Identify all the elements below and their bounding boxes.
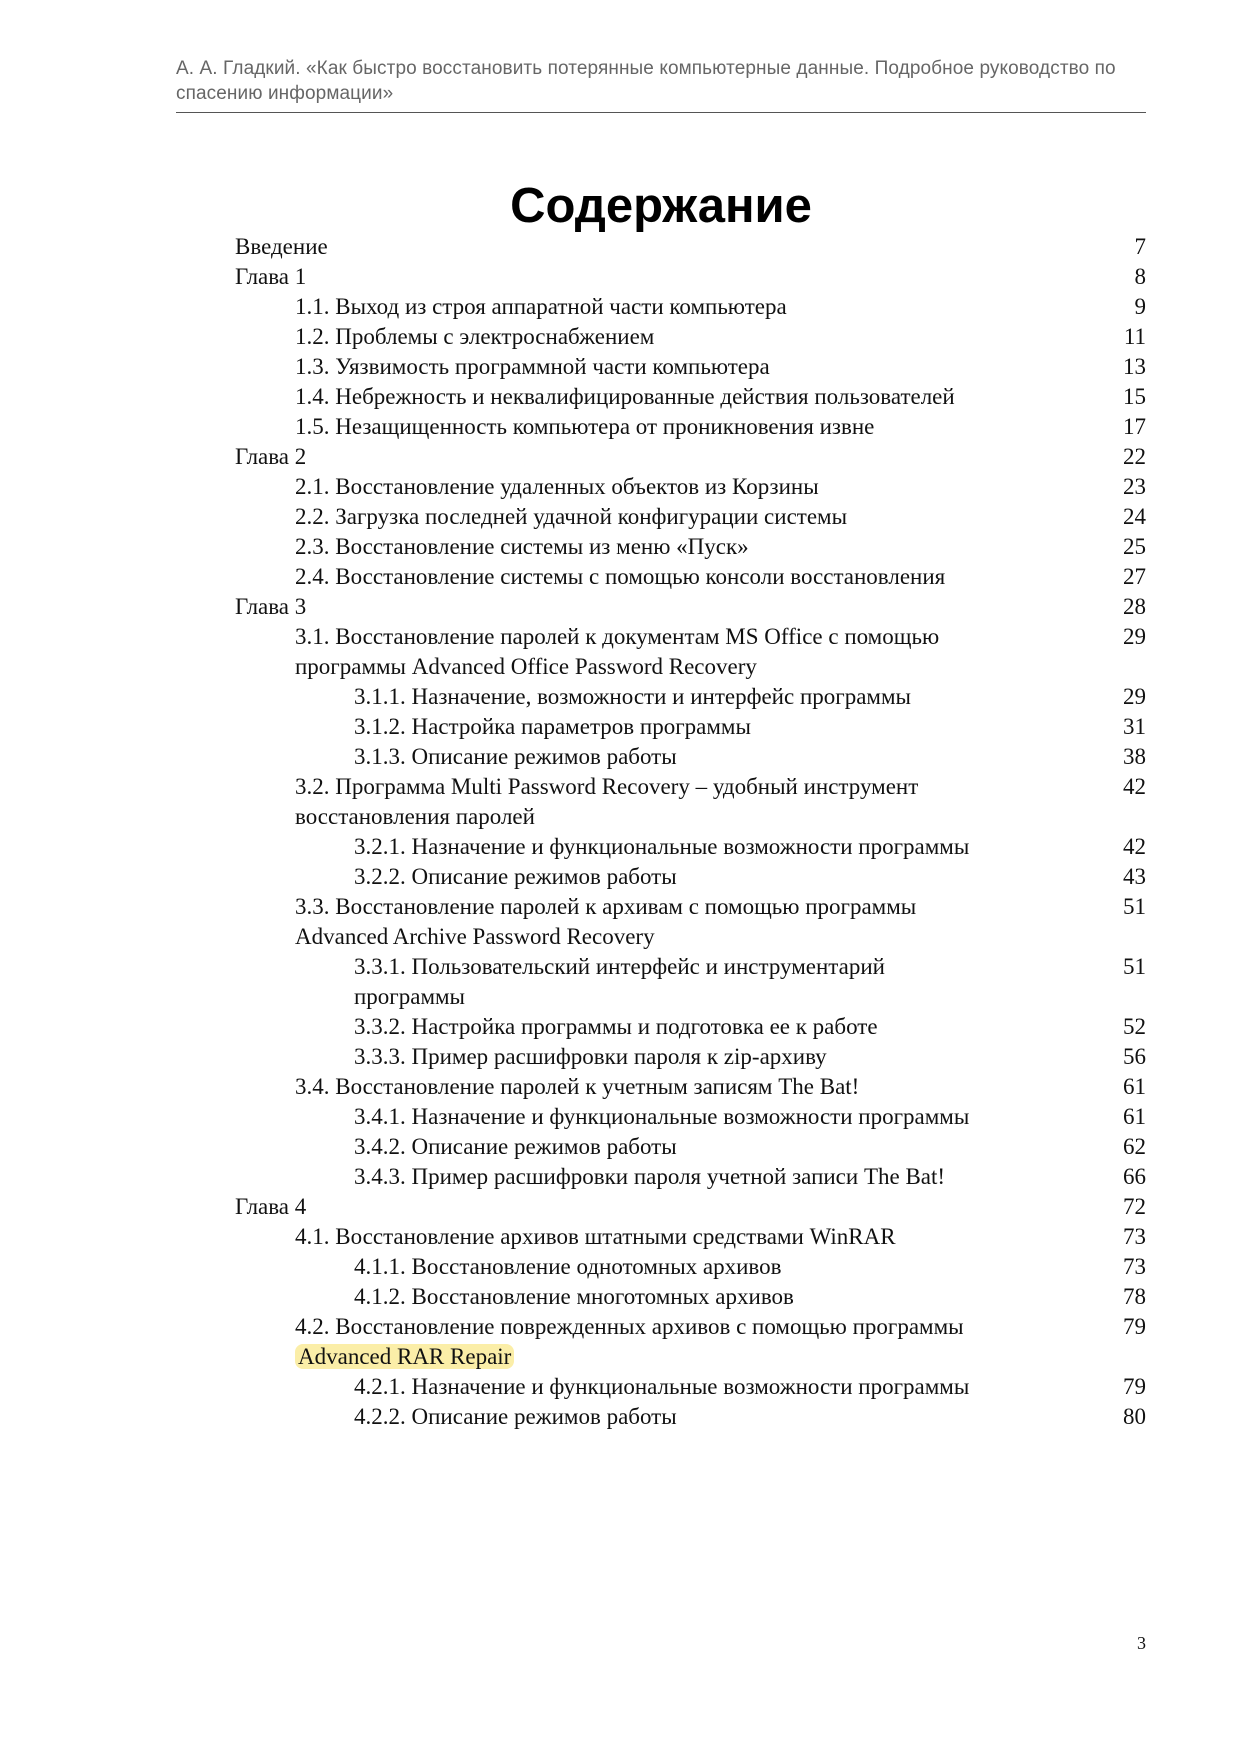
toc-entry[interactable] xyxy=(235,1252,1146,1282)
toc-entry-text: 3.1.3. Описание режимов работы xyxy=(354,744,677,769)
toc-entry-text: 4.1.1. Восстановление однотомных архивов xyxy=(354,1254,782,1279)
toc-entry[interactable] xyxy=(235,412,1146,442)
toc-entry-page: 25 xyxy=(1123,534,1146,559)
toc-entry-text: 3.3. Восстановление паролей к архивам с помощью программы Advanced Archive Password Recovery xyxy=(295,894,917,949)
toc-entry-text: 3.1.2. Настройка параметров программы xyxy=(354,714,751,739)
toc-entry-page: 24 xyxy=(1123,504,1146,529)
toc-entry-page: 61 xyxy=(1123,1104,1146,1129)
toc-entry[interactable] xyxy=(235,592,1146,622)
toc-entry-text: 1.1. Выход из строя аппаратной части компьютера xyxy=(295,294,787,319)
toc-entry-title xyxy=(235,262,975,292)
page-number: 3 xyxy=(1137,1633,1146,1653)
toc-entry-title xyxy=(235,442,975,472)
toc-entry-text: Глава 3 xyxy=(235,594,307,619)
toc-entry-page: 42 xyxy=(1123,834,1146,859)
toc-entry[interactable] xyxy=(235,562,1146,592)
toc-entry-page: 31 xyxy=(1123,714,1146,739)
toc-entry-text: 3.2. Программа Multi Password Recovery – удобный инструмент восстановления паролей xyxy=(295,774,919,829)
toc-entry[interactable] xyxy=(235,622,1146,682)
toc-entry-text: 3.3.2. Настройка программы и подготовка ее к работе xyxy=(354,1014,878,1039)
toc-entry-text: 4.2. Восстановление поврежденных архивов с помощью программы xyxy=(295,1314,964,1339)
toc-entry[interactable] xyxy=(235,1312,1146,1372)
toc-entry[interactable] xyxy=(235,712,1146,742)
toc-entry-page: 79 xyxy=(1123,1314,1146,1339)
toc-entry-page: 15 xyxy=(1123,384,1146,409)
toc-entry-page: 8 xyxy=(1134,264,1146,289)
toc-entry-page: 43 xyxy=(1123,864,1146,889)
toc-entry[interactable] xyxy=(235,232,1146,262)
header-divider xyxy=(176,112,1146,113)
toc-entry-title xyxy=(235,1162,975,1192)
toc-entry[interactable] xyxy=(235,1072,1146,1102)
toc-entry-title xyxy=(235,1132,975,1162)
toc-entry[interactable] xyxy=(235,892,1146,952)
toc-entry-text: 1.2. Проблемы с электроснабжением xyxy=(295,324,655,349)
toc-entry-title xyxy=(235,472,975,502)
toc-entry-title xyxy=(235,1102,975,1132)
toc-entry-page: 11 xyxy=(1123,324,1146,349)
toc-entry[interactable] xyxy=(235,472,1146,502)
toc-entry-title xyxy=(235,622,975,682)
toc-entry-title xyxy=(235,832,975,862)
toc-entry-page: 61 xyxy=(1123,1074,1146,1099)
toc-entry[interactable] xyxy=(235,1012,1146,1042)
running-header: А. А. Гладкий. «Как быстро восстановить потерянные компьютерные данные. Подробное руководство по спасению информации» xyxy=(176,58,1116,104)
toc-entry-title xyxy=(235,502,975,532)
toc-entry-title xyxy=(235,352,975,382)
toc-entry-title xyxy=(235,1012,975,1042)
toc-entry-page: 56 xyxy=(1123,1044,1146,1069)
toc-entry[interactable] xyxy=(235,262,1146,292)
toc-entry-title xyxy=(235,592,975,622)
toc-entry[interactable] xyxy=(235,442,1146,472)
toc-entry-title xyxy=(235,682,975,712)
toc-entry-page: 73 xyxy=(1123,1254,1146,1279)
page-title: Содержание xyxy=(510,178,812,233)
table-of-contents xyxy=(235,232,1146,1432)
toc-entry-title xyxy=(235,322,975,352)
toc-entry[interactable] xyxy=(235,1102,1146,1132)
toc-entry-title xyxy=(235,862,975,892)
toc-entry-title xyxy=(235,1042,975,1072)
toc-entry-text: 2.2. Загрузка последней удачной конфигурации системы xyxy=(295,504,848,529)
toc-entry[interactable] xyxy=(235,862,1146,892)
toc-entry-text: 3.4.1. Назначение и функциональные возможности программы xyxy=(354,1104,970,1129)
toc-entry-text: 3.3.1. Пользовательский интерфейс и инструментарий программы xyxy=(354,954,885,1009)
toc-entry[interactable] xyxy=(235,1162,1146,1192)
toc-entry-page: 62 xyxy=(1123,1134,1146,1159)
toc-entry-text: 3.4.3. Пример расшифровки пароля учетной записи The Bat! xyxy=(354,1164,946,1189)
toc-entry-text: 1.5. Незащищенность компьютера от проникновения извне xyxy=(295,414,875,439)
toc-entry[interactable] xyxy=(235,532,1146,562)
toc-entry-text: 3.3.3. Пример расшифровки пароля к zip-архиву xyxy=(354,1044,827,1069)
highlighted-text: Advanced RAR Repair xyxy=(295,1344,514,1369)
toc-entry-page: 17 xyxy=(1123,414,1146,439)
toc-entry-page: 22 xyxy=(1123,444,1146,469)
toc-entry-page: 79 xyxy=(1123,1374,1146,1399)
toc-entry[interactable] xyxy=(235,1222,1146,1252)
toc-entry-text: 1.3. Уязвимость программной части компьютера xyxy=(295,354,770,379)
toc-entry-page: 9 xyxy=(1134,294,1146,319)
toc-entry[interactable] xyxy=(235,1132,1146,1162)
toc-entry-title xyxy=(235,1402,975,1432)
toc-entry-text: 3.2.1. Назначение и функциональные возможности программы xyxy=(354,834,970,859)
toc-entry-title xyxy=(235,1192,975,1222)
toc-entry[interactable] xyxy=(235,292,1146,322)
toc-entry-text: 3.2.2. Описание режимов работы xyxy=(354,864,677,889)
toc-entry-text: 2.3. Восстановление системы из меню «Пуск» xyxy=(295,534,749,559)
toc-entry-text: Глава 4 xyxy=(235,1194,307,1219)
toc-entry-text: 3.1.1. Назначение, возможности и интерфейс программы xyxy=(354,684,911,709)
toc-entry-title xyxy=(235,1222,975,1252)
toc-entry[interactable] xyxy=(235,682,1146,712)
toc-entry-title xyxy=(235,1372,975,1402)
toc-entry-text: 4.1. Восстановление архивов штатными средствами WinRAR xyxy=(295,1224,896,1249)
toc-entry[interactable] xyxy=(235,1042,1146,1072)
toc-entry-page: 42 xyxy=(1123,774,1146,799)
toc-entry[interactable] xyxy=(235,832,1146,862)
toc-entry-page: 29 xyxy=(1123,624,1146,649)
toc-entry[interactable] xyxy=(235,1192,1146,1222)
toc-entry-page: 51 xyxy=(1123,954,1146,979)
toc-entry-text: Глава 2 xyxy=(235,444,307,469)
toc-entry-page: 73 xyxy=(1123,1224,1146,1249)
toc-entry[interactable] xyxy=(235,1282,1146,1312)
toc-entry-page: 38 xyxy=(1123,744,1146,769)
toc-entry[interactable] xyxy=(235,952,1146,1012)
toc-entry-page: 13 xyxy=(1123,354,1146,379)
toc-entry[interactable] xyxy=(235,502,1146,532)
toc-entry-page: 66 xyxy=(1123,1164,1146,1189)
toc-entry-page: 72 xyxy=(1123,1194,1146,1219)
toc-entry-page: 7 xyxy=(1134,234,1146,259)
toc-entry-title xyxy=(235,1072,975,1102)
toc-entry-text: 2.4. Восстановление системы с помощью консоли восстановления xyxy=(295,564,946,589)
toc-entry-title xyxy=(235,772,975,832)
toc-entry[interactable] xyxy=(235,352,1146,382)
toc-entry-page: 52 xyxy=(1123,1014,1146,1039)
toc-entry-title xyxy=(235,1312,975,1372)
toc-entry[interactable] xyxy=(235,322,1146,352)
toc-entry[interactable] xyxy=(235,772,1146,832)
toc-entry-text: Глава 1 xyxy=(235,264,307,289)
toc-entry[interactable] xyxy=(235,382,1146,412)
toc-entry[interactable] xyxy=(235,1372,1146,1402)
toc-entry[interactable] xyxy=(235,1402,1146,1432)
toc-entry-page: 80 xyxy=(1123,1404,1146,1429)
toc-entry-text: 3.4. Восстановление паролей к учетным записям The Bat! xyxy=(295,1074,860,1099)
toc-entry-text: 4.1.2. Восстановление многотомных архивов xyxy=(354,1284,794,1309)
toc-entry-text: 4.2.1. Назначение и функциональные возможности программы xyxy=(354,1374,970,1399)
toc-entry-text: Введение xyxy=(235,234,328,259)
toc-entry-text: 2.1. Восстановление удаленных объектов из Корзины xyxy=(295,474,819,499)
toc-entry[interactable] xyxy=(235,742,1146,772)
toc-entry-title xyxy=(235,412,975,442)
toc-entry-text: 3.4.2. Описание режимов работы xyxy=(354,1134,677,1159)
toc-entry-text: 1.4. Небрежность и неквалифицированные действия пользователей xyxy=(295,384,955,409)
toc-entry-title xyxy=(235,382,975,412)
toc-entry-title xyxy=(235,892,975,952)
toc-entry-page: 28 xyxy=(1123,594,1146,619)
toc-entry-page: 78 xyxy=(1123,1284,1146,1309)
toc-entry-page: 27 xyxy=(1123,564,1146,589)
toc-entry-title xyxy=(235,532,975,562)
toc-entry-page: 29 xyxy=(1123,684,1146,709)
toc-entry-title xyxy=(235,742,975,772)
toc-entry-title xyxy=(235,952,975,1012)
toc-entry-title xyxy=(235,1252,975,1282)
toc-entry-title xyxy=(235,712,975,742)
toc-entry-page: 51 xyxy=(1123,894,1146,919)
toc-entry-title xyxy=(235,562,975,592)
toc-entry-page: 23 xyxy=(1123,474,1146,499)
toc-entry-text: 3.1. Восстановление паролей к документам MS Office с помощью программы Advanced Office Password Recovery xyxy=(295,624,940,679)
toc-entry-title xyxy=(235,1282,975,1312)
toc-entry-title xyxy=(235,232,975,262)
toc-entry-text: 4.2.2. Описание режимов работы xyxy=(354,1404,677,1429)
toc-entry-title xyxy=(235,292,975,322)
